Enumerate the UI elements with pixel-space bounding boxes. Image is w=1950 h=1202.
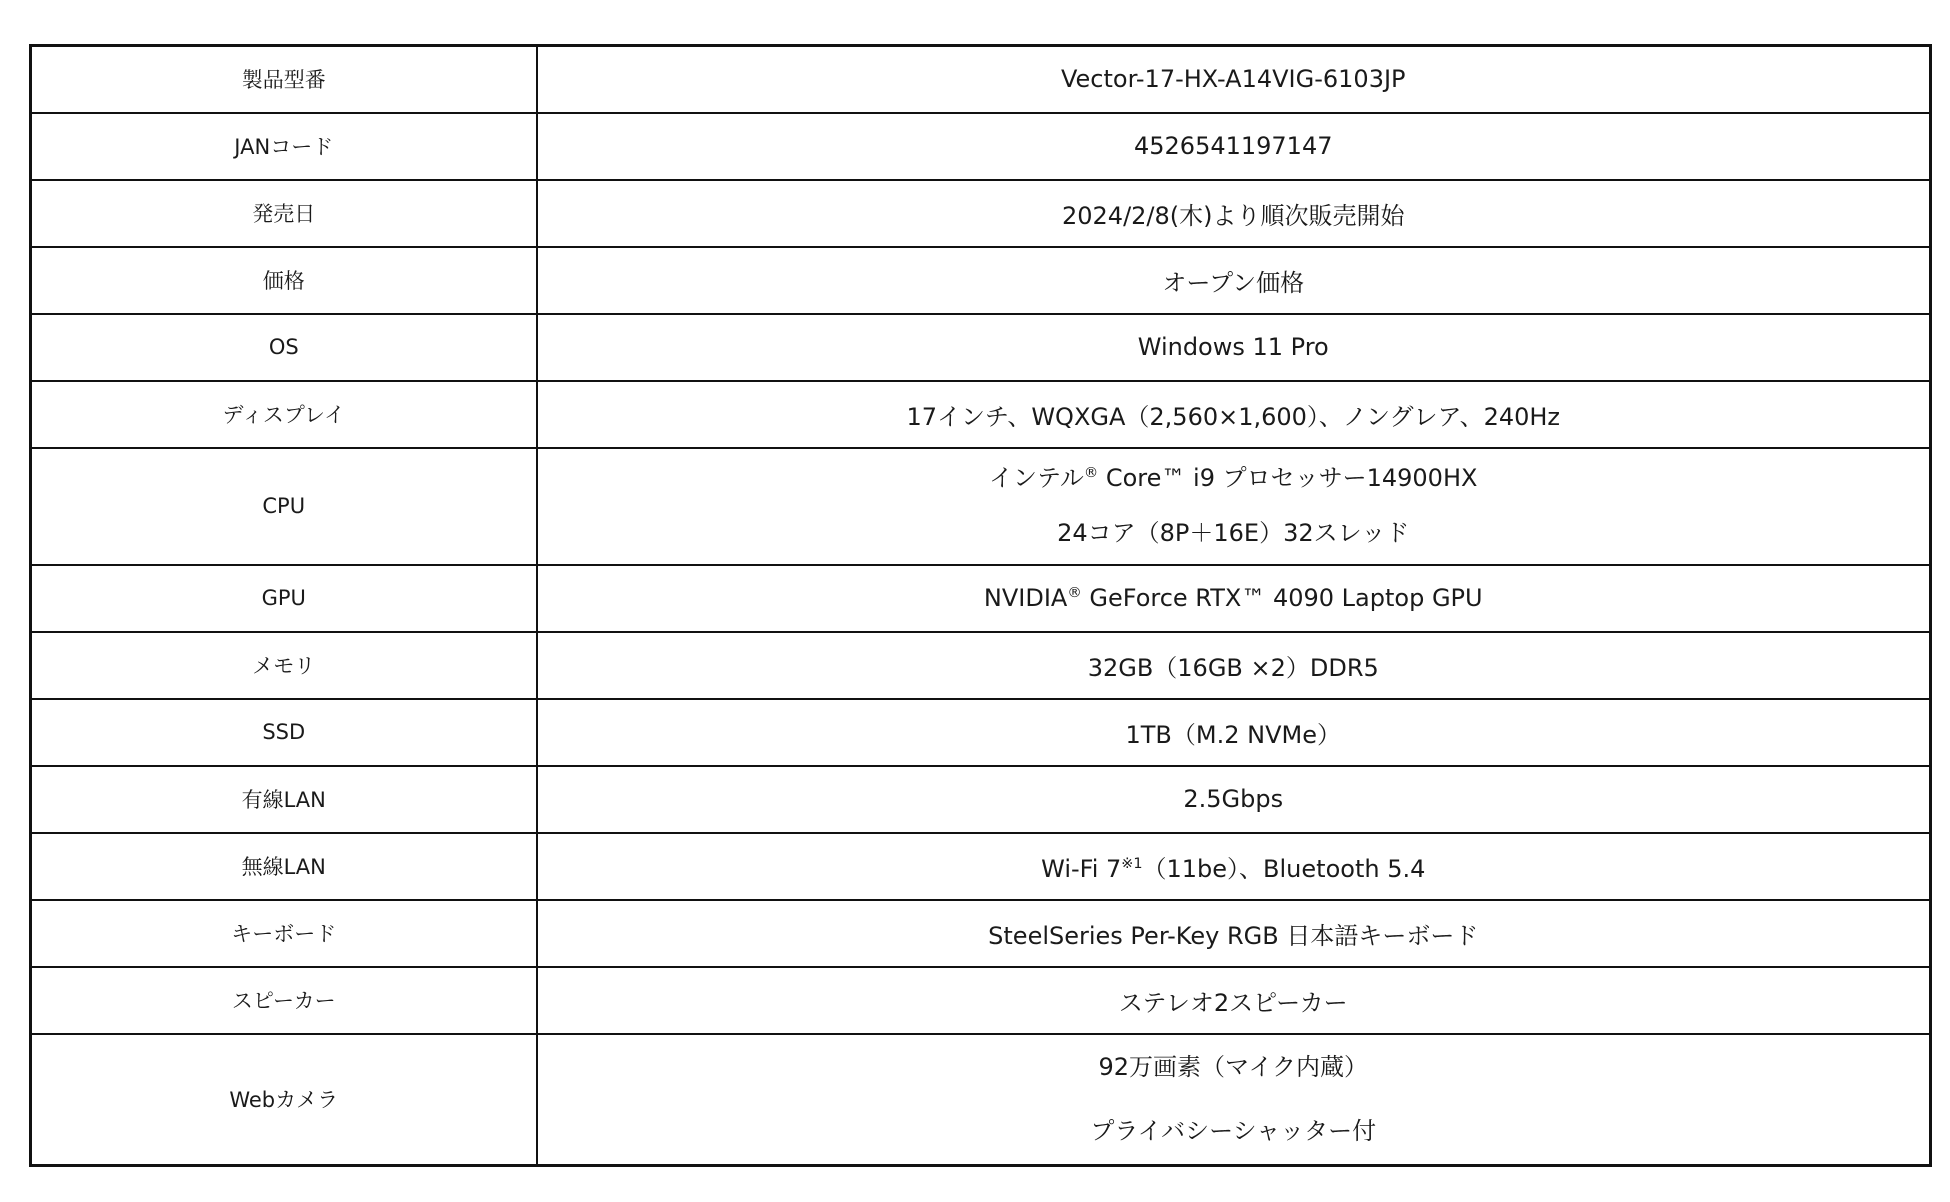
table-row [31,766,1931,833]
spec-label: 無線LAN [31,833,537,900]
registered-mark: ® [1083,464,1099,481]
spec-value: 2.5Gbps [537,766,1931,833]
table-row [31,1034,1931,1166]
cpu-model: Core™ i9 プロセッサー14900HX [1098,463,1478,492]
spec-value: 2024/2/8(木)より順次販売開始 [537,180,1931,247]
table-row [31,967,1931,1034]
spec-label: SSD [31,699,537,766]
spec-label: 発売日 [31,180,537,247]
table-row [31,381,1931,448]
spec-table [29,44,1932,1167]
table-row [31,632,1931,699]
spec-label: JANコード [31,113,537,180]
cpu-model-line [546,463,1922,494]
spec-label: GPU [31,565,537,632]
table-row [31,900,1931,967]
gpu-brand: NVIDIA [983,584,1068,612]
table-row [31,180,1931,247]
spec-value: Windows 11 Pro [537,314,1931,381]
cpu-brand: インテル [989,463,1084,492]
spec-label: ディスプレイ [31,381,537,448]
footnote-mark: ※1 [1121,855,1143,872]
wifi-standard: Wi-Fi 7 [1041,854,1122,883]
spec-value: オープン価格 [537,247,1931,314]
spec-value: 32GB（16GB ×2）DDR5 [537,632,1931,699]
spec-value: SteelSeries Per-Key RGB 日本語キーボード [537,900,1931,967]
cpu-cores-line: 24コア（8P＋16E）32スレッド [1057,519,1410,547]
spec-value: 17インチ、WQXGA（2,560×1,600）、ノングレア、240Hz [537,381,1931,448]
spec-value: ステレオ2スピーカー [537,967,1931,1034]
spec-value [537,1034,1931,1166]
table-row [31,46,1931,113]
spec-label: 有線LAN [31,766,537,833]
spec-value [537,833,1931,900]
wifi-details: （11be）、Bluetooth 5.4 [1142,854,1426,883]
spec-value: 4526541197147 [537,113,1931,180]
table-row [31,314,1931,381]
spec-label: 価格 [31,247,537,314]
spec-label: Webカメラ [31,1034,537,1166]
spec-label: 製品型番 [31,46,537,113]
registered-mark: ® [1067,585,1082,601]
table-row [31,833,1931,900]
table-row [31,699,1931,766]
spec-value: Vector-17-HX-A14VIG-6103JP [537,46,1931,113]
webcam-resolution-line: 92万画素（マイク内蔵） [1098,1052,1369,1081]
table-row [31,448,1931,565]
spec-value [537,448,1931,565]
webcam-shutter-line: プライバシーシャッター付 [1090,1116,1377,1145]
table-row [31,113,1931,180]
spec-value [537,565,1931,632]
spec-label: スピーカー [31,967,537,1034]
table-row [31,247,1931,314]
spec-label: CPU [31,448,537,565]
spec-value: 1TB（M.2 NVMe） [537,699,1931,766]
table-row [31,565,1931,632]
spec-label: メモリ [31,632,537,699]
spec-label: OS [31,314,537,381]
gpu-model: GeForce RTX™ 4090 Laptop GPU [1081,584,1483,612]
spec-label: キーボード [31,900,537,967]
